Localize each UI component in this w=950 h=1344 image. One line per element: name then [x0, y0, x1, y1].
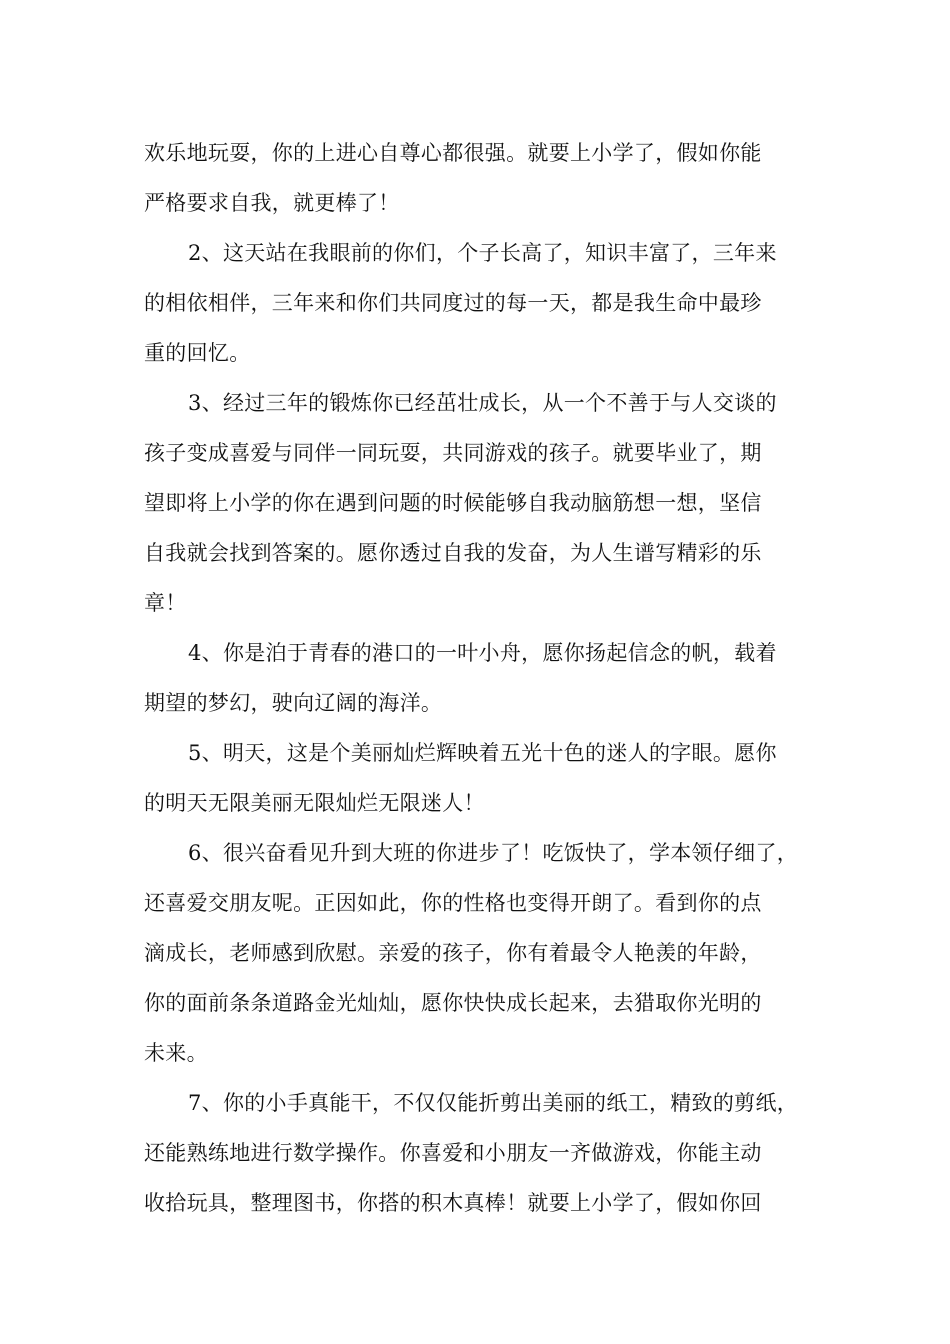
- text-line: 未来。: [144, 1041, 208, 1065]
- text-line: 还喜爱交朋友呢。正因如此，你的性格也变得开朗了。看到你的点: [144, 891, 762, 915]
- text-line: 望即将上小学的你在遇到问题的时候能够自我动脑筋想一想，坚信: [144, 491, 762, 515]
- paragraph-7-start: 7、你的小手真能干，不仅仅能折剪出美丽的纸工，精致的剪纸，: [188, 1091, 799, 1115]
- text-line: 的相依相伴，三年来和你们共同度过的每一天，都是我生命中最珍: [144, 291, 762, 315]
- text-line: 滴成长，老师感到欣慰。亲爱的孩子，你有着最令人艳羡的年龄，: [144, 941, 762, 965]
- text-line: 欢乐地玩耍，你的上进心自尊心都很强。就要上小学了，假如你能: [144, 141, 762, 165]
- paragraph-5-start: 5、明天，这是个美丽灿烂辉映着五光十色的迷人的字眼。愿你: [188, 741, 777, 765]
- text-line: 章！: [144, 591, 187, 615]
- text-line: 的明天无限美丽无限灿烂无限迷人！: [144, 791, 485, 815]
- text-line: 孩子变成喜爱与同伴一同玩耍，共同游戏的孩子。就要毕业了，期: [144, 441, 762, 465]
- text-line: 收拾玩具，整理图书，你搭的积木真棒！就要上小学了，假如你回: [144, 1191, 762, 1215]
- text-line: 还能熟练地进行数学操作。你喜爱和小朋友一齐做游戏，你能主动: [144, 1141, 762, 1165]
- paragraph-3-start: 3、经过三年的锻炼你已经茁壮成长，从一个不善于与人交谈的: [188, 391, 777, 415]
- text-line: 期望的梦幻，驶向辽阔的海洋。: [144, 691, 443, 715]
- text-line: 自我就会找到答案的。愿你透过自我的发奋，为人生谱写精彩的乐: [144, 541, 762, 565]
- paragraph-4-start: 4、你是泊于青春的港口的一叶小舟，愿你扬起信念的帆，载着: [188, 641, 777, 665]
- document-body: [144, 134, 810, 1234]
- paragraph-2-start: 2、这天站在我眼前的你们，个子长高了，知识丰富了，三年来: [188, 241, 777, 265]
- paragraph-6-start: 6、很兴奋看见升到大班的你进步了！吃饭快了，学本领仔细了，: [188, 841, 799, 865]
- text-line: 你的面前条条道路金光灿灿，愿你快快成长起来，去猎取你光明的: [144, 991, 762, 1015]
- text-line: 严格要求自我，就更棒了！: [144, 191, 400, 215]
- text-line: 重的回忆。: [144, 341, 251, 365]
